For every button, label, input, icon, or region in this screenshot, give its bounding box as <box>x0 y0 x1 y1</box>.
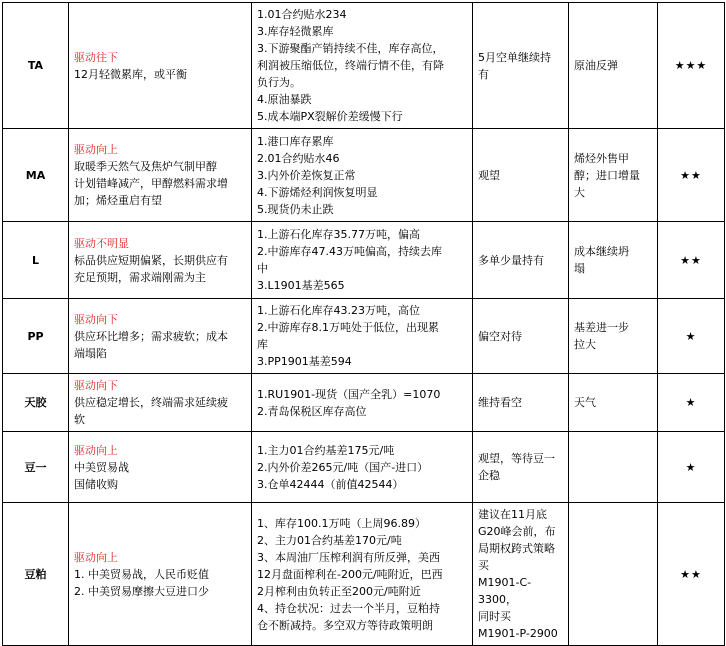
product-name-cell <box>3 129 69 222</box>
details-cell <box>252 129 473 222</box>
risk-cell <box>569 299 658 374</box>
driver-cell <box>69 503 252 646</box>
details-cell <box>252 374 473 432</box>
detail-line: 3.PP1901基差594 <box>257 355 352 368</box>
detail-line: 2月榨利由负转正至200元/吨附近 <box>257 584 421 598</box>
detail-line: 5.现货仍未止跌 <box>257 202 334 216</box>
risk-cell <box>569 432 658 503</box>
driver-label: 驱动向上 <box>74 443 118 457</box>
product-name-cell <box>3 222 69 299</box>
table-row <box>3 129 725 222</box>
strategy-line: M1901-C-3300， <box>478 576 532 606</box>
detail-line: 2、主力01合约基差170元/吨 <box>257 533 402 547</box>
product-name: 天胶 <box>24 396 47 409</box>
detail-line: 1.港口库存累库 <box>257 134 334 148</box>
detail-line: 4.原油暴跌 <box>257 93 312 106</box>
detail-line: 1.上游石化库存35.77万吨，偏高 <box>257 228 420 241</box>
rating-stars: ★ <box>685 329 697 343</box>
detail-line: 2.中游库存47.43万吨偏高，持续去库 <box>257 245 442 258</box>
driver-note: 供应稳定增长，终端需求延续疲 <box>74 396 228 409</box>
detail-line: 3.库存轻微累库 <box>257 25 334 38</box>
risk-line: 大 <box>574 185 585 199</box>
risk-line: 原油反弹 <box>574 59 618 72</box>
product-name-cell <box>3 299 69 374</box>
strategy-cell <box>473 432 569 503</box>
driver-cell <box>69 299 252 374</box>
details-cell <box>252 432 473 503</box>
table-row <box>3 3 725 129</box>
rating-cell <box>658 222 725 299</box>
risk-cell <box>569 222 658 299</box>
rating-cell <box>658 503 725 646</box>
risk-line: 塌 <box>574 262 585 275</box>
rating-cell <box>658 374 725 432</box>
table-row <box>3 222 725 299</box>
detail-line: 5.成本端PX裂解价差缓慢下行 <box>257 110 403 123</box>
risk-line: 拉大 <box>574 338 596 351</box>
rating-stars: ★ <box>685 460 697 474</box>
details-cell <box>252 3 473 129</box>
driver-note: 软 <box>74 413 85 426</box>
rating-cell <box>658 432 725 503</box>
product-name: 豆一 <box>24 460 47 474</box>
driver-label: 驱动不明显 <box>74 236 129 250</box>
strategy-line: 有 <box>478 67 489 81</box>
product-name-cell <box>3 3 69 129</box>
detail-line: 2.内外价差265元/吨（国产-进口） <box>257 460 429 474</box>
driver-note: 取暖季天然气及焦炉气制甲醇 <box>74 160 217 173</box>
rating-stars: ★★ <box>680 168 702 182</box>
detail-line: 12月盘面榨利在-200元/吨附近，巴西 <box>257 567 443 581</box>
product-name: 豆粕 <box>24 567 47 581</box>
detail-line: 4.下游烯烃利润恢复明显 <box>257 185 378 199</box>
commodity-table <box>2 2 725 646</box>
driver-note: 端塌陷 <box>74 346 107 360</box>
strategy-line: 观望，等待豆一 <box>478 452 555 465</box>
table-row <box>3 374 725 432</box>
strategy-cell <box>473 299 569 374</box>
table-row <box>3 432 725 503</box>
risk-line: 天气 <box>574 396 596 409</box>
detail-line: 1.01合约贴水234 <box>257 8 347 21</box>
strategy-line: 局期权跨式策略 <box>478 542 555 555</box>
detail-line: 2.中游库存8.1万吨处于低位，出现累 <box>257 321 439 334</box>
details-cell <box>252 222 473 299</box>
rating-cell <box>658 129 725 222</box>
strategy-line: 建议在11月底 <box>478 508 547 521</box>
strategy-cell <box>473 3 569 129</box>
driver-label: 驱动向上 <box>74 550 118 564</box>
commodity-table-body <box>3 3 725 646</box>
rating-stars: ★★ <box>680 253 702 267</box>
details-cell <box>252 503 473 646</box>
detail-line: 3.L1901基差565 <box>257 279 345 292</box>
detail-line: 1.上游石化库存43.23万吨，高位 <box>257 304 420 317</box>
product-name-cell <box>3 374 69 432</box>
strategy-cell <box>473 129 569 222</box>
risk-line: 成本继续坍 <box>574 245 629 258</box>
rating-cell <box>658 299 725 374</box>
product-name: L <box>31 253 39 267</box>
risk-cell <box>569 129 658 222</box>
product-name: PP <box>27 329 44 343</box>
driver-note: 2. 中美贸易摩擦大豆进口少 <box>74 584 209 598</box>
driver-note: 加；烯烃重启有望 <box>74 194 162 207</box>
risk-line: 醇；进口增量 <box>574 168 640 182</box>
details-cell <box>252 299 473 374</box>
detail-line: 中 <box>257 262 268 275</box>
rating-cell <box>658 3 725 129</box>
strategy-line: 买 <box>478 559 489 572</box>
driver-note: 国储收购 <box>74 477 118 491</box>
driver-note: 12月轻微累库，或平衡 <box>74 67 187 81</box>
detail-line: 利润被压缩低位，终端行情不佳，有降 <box>257 59 444 72</box>
detail-line: 负行为。 <box>257 76 301 89</box>
product-name: TA <box>27 59 44 72</box>
detail-line: 2.01合约贴水46 <box>257 151 340 165</box>
strategy-line: 偏空对待 <box>478 329 522 343</box>
rating-stars: ★★★ <box>674 59 708 72</box>
driver-note: 标品供应短期偏紧，长期供应有 <box>74 253 228 267</box>
rating-stars: ★ <box>685 396 697 409</box>
table-row <box>3 299 725 374</box>
strategy-line: 5月空单继续持 <box>478 50 551 64</box>
detail-line: 1.RU1901-现货（国产全乳）=1070 <box>257 387 441 401</box>
detail-line: 3、本周油厂压榨利润有所反弹，美西 <box>257 550 440 564</box>
strategy-line: 企稳 <box>478 469 500 482</box>
driver-cell <box>69 222 252 299</box>
driver-note: 计划错峰减产，甲醇燃料需求增 <box>74 177 228 190</box>
detail-line: 3.下游聚酯产销持续不佳，库存高位， <box>257 42 444 55</box>
driver-note: 中美贸易战 <box>74 460 129 474</box>
risk-line: 烯烃外售甲 <box>574 151 629 165</box>
driver-cell <box>69 129 252 222</box>
strategy-cell <box>473 222 569 299</box>
driver-cell <box>69 374 252 432</box>
driver-cell <box>69 432 252 503</box>
risk-cell <box>569 3 658 129</box>
risk-cell <box>569 503 658 646</box>
detail-line: 3.内外价差恢复正常 <box>257 168 356 182</box>
product-name: MA <box>25 168 46 182</box>
strategy-line: 同时买 <box>478 610 511 623</box>
strategy-cell <box>473 374 569 432</box>
driver-note: 充足预期，需求端刚需为主 <box>74 270 206 284</box>
detail-line: 3.仓单42444（前值42544） <box>257 477 404 491</box>
rating-stars: ★★ <box>680 567 702 581</box>
driver-cell <box>69 3 252 129</box>
driver-label: 驱动向下 <box>74 379 118 392</box>
product-name-cell <box>3 432 69 503</box>
driver-note: 供应环比增多；需求疲软；成本 <box>74 329 228 343</box>
detail-line: 1、库存100.1万吨（上周96.89） <box>257 516 426 530</box>
detail-line: 2.青岛保税区库存高位 <box>257 404 367 418</box>
detail-line: 4、持仓状况：过去一个半月，豆粕持 <box>257 601 440 615</box>
table-row <box>3 503 725 646</box>
strategy-cell <box>473 503 569 646</box>
strategy-line: 多单少量持有 <box>478 253 544 267</box>
strategy-line: M1901-P-2900 <box>478 627 558 640</box>
detail-line: 仓不断减持。多空双方等待政策明朗 <box>257 618 433 632</box>
detail-line: 1.主力01合约基差175元/吨 <box>257 443 395 457</box>
strategy-line: G20峰会前，布 <box>478 525 556 538</box>
risk-cell <box>569 374 658 432</box>
driver-label: 驱动向上 <box>74 143 118 156</box>
driver-note: 1. 中美贸易战，人民币贬值 <box>74 567 209 581</box>
driver-label: 驱动往下 <box>74 50 118 64</box>
strategy-line: 观望 <box>478 168 500 182</box>
strategy-line: 维持看空 <box>478 396 522 409</box>
risk-line: 基差进一步 <box>574 321 629 334</box>
product-name-cell <box>3 503 69 646</box>
detail-line: 库 <box>257 338 268 351</box>
driver-label: 驱动向下 <box>74 312 118 326</box>
